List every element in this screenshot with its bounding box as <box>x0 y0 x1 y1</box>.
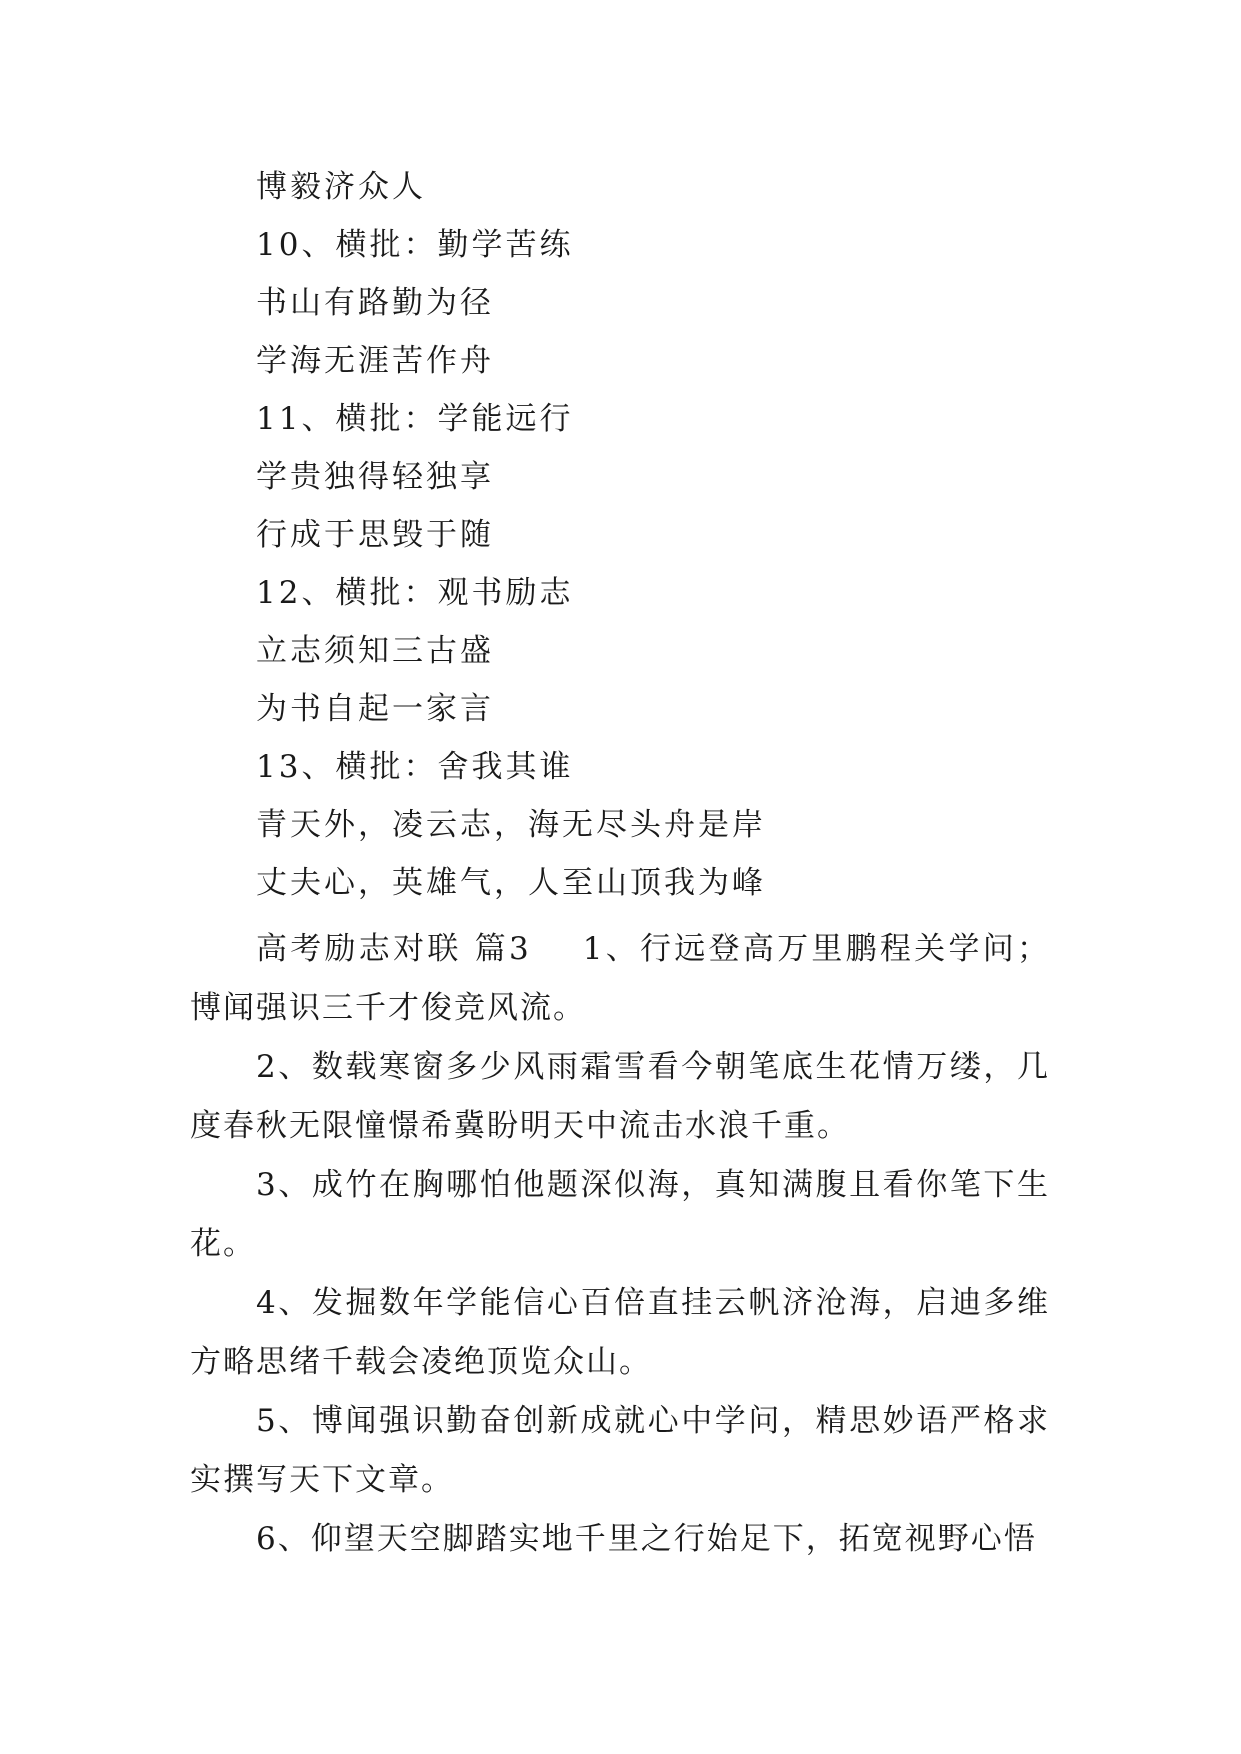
couplet-line: 行成于思毁于随 <box>256 517 494 553</box>
couplet-line: 学海无涯苦作舟 <box>256 343 494 379</box>
couplet-heading: 13、横批：舍我其谁 <box>256 749 574 785</box>
couplet-paragraph: 4、发掘数年学能信心百倍直挂云帆济沧海，启迪多维方略思绪千载会凌绝顶览众山。 <box>190 1285 1050 1380</box>
couplet-line: 书山有路勤为径 <box>256 285 494 321</box>
couplet-line: 丈夫心，英雄气，人至山顶我为峰 <box>256 865 766 901</box>
couplet-paragraph: 5、博闻强识勤奋创新成就心中学问，精思妙语严格求实撰写天下文章。 <box>190 1403 1050 1498</box>
couplet-line: 为书自起一家言 <box>256 691 494 727</box>
couplet-line: 青天外，凌云志，海无尽头舟是岸 <box>256 807 766 843</box>
couplet-paragraphs <box>190 920 1050 1569</box>
couplet-paragraph: 6、仰望天空脚踏实地千里之行始足下，拓宽视野心悟 <box>256 1521 1037 1557</box>
couplet-heading: 12、横批：观书励志 <box>256 575 574 611</box>
couplet-line: 博毅济众人 <box>256 169 426 205</box>
section-first-item: 1、行远登高万里鹏程关学问；博闻强识三千才俊竞风流。 <box>190 931 1050 1026</box>
couplet-paragraph: 2、数载寒窗多少风雨霜雪看今朝笔底生花情万缕，几度春秋无限憧憬希冀盼明天中流击水浪千重。 <box>190 1049 1050 1144</box>
couplet-lines <box>256 158 766 912</box>
section-heading: 高考励志对联 篇3 <box>256 931 531 967</box>
couplet-heading: 10、横批：勤学苦练 <box>256 227 574 263</box>
section-first-paragraph <box>190 920 1050 1038</box>
couplet-paragraph: 3、成竹在胸哪怕他题深似海，真知满腹且看你笔下生花。 <box>190 1167 1050 1262</box>
couplet-line: 立志须知三古盛 <box>256 633 494 669</box>
couplet-line: 学贵独得轻独享 <box>256 459 494 495</box>
couplet-heading: 11、横批：学能远行 <box>256 401 574 437</box>
